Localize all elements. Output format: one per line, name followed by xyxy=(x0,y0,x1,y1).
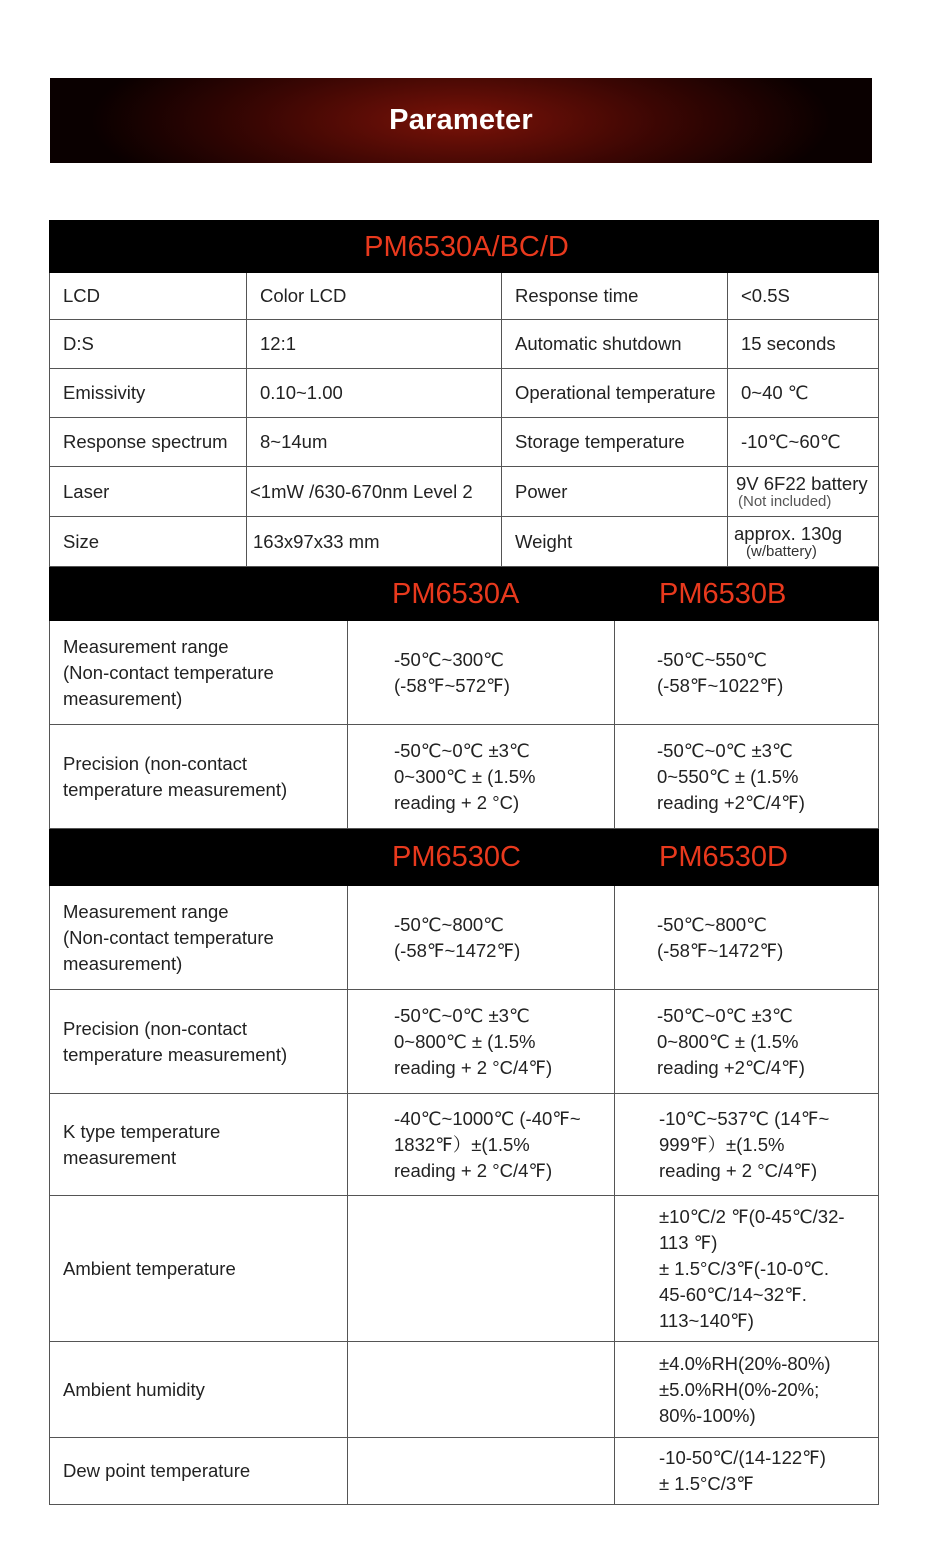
spec-label: Emissivity xyxy=(50,369,247,418)
spec-label: Operational temperature xyxy=(502,369,728,418)
label-line: Precision (non-contact xyxy=(63,752,248,774)
value-line: ±5.0%RH(0%-20%; xyxy=(659,1378,820,1400)
banner-title: Parameter xyxy=(389,104,533,136)
value-line: -40℃~1000℃ (-40℉~ xyxy=(394,1107,581,1129)
value-c xyxy=(348,886,615,990)
cd-row xyxy=(50,990,879,1094)
ab-header-row xyxy=(50,567,879,621)
value-line: reading +2℃/4℉) xyxy=(657,1056,805,1078)
header-blank xyxy=(50,567,348,621)
label-line: temperature measurement) xyxy=(63,1043,288,1065)
spec-label: Laser xyxy=(50,467,247,517)
label-line: (Non-contact temperature xyxy=(63,661,274,683)
cd-row xyxy=(50,1094,879,1196)
spec-label: Response time xyxy=(502,273,728,320)
row-label xyxy=(50,886,348,990)
general-row xyxy=(50,273,879,320)
value-line: ±10℃/2 ℉(0-45℃/32- xyxy=(659,1205,845,1227)
parameter-banner xyxy=(50,78,872,163)
row-label xyxy=(50,990,348,1094)
spec-label: Automatic shutdown xyxy=(502,320,728,369)
label-line: measurement xyxy=(63,1146,177,1168)
row-label xyxy=(50,1196,348,1342)
value-line: reading + 2 °C/4℉) xyxy=(394,1056,553,1078)
cd-row xyxy=(50,886,879,990)
value-line: reading + 2 °C) xyxy=(394,791,520,813)
row-label xyxy=(50,1342,348,1438)
spec-value-cell xyxy=(728,517,879,567)
spec-value: <0.5S xyxy=(728,273,879,320)
header-blank xyxy=(50,829,348,886)
value-line: (-58℉~1022℉) xyxy=(657,674,784,696)
value-d xyxy=(615,1342,879,1438)
value-c-empty xyxy=(348,1196,615,1342)
spec-value: 9V 6F22 battery xyxy=(736,473,868,494)
value-line: reading + 2 °C/4℉) xyxy=(394,1159,553,1181)
label-line: Ambient temperature xyxy=(63,1257,236,1279)
spec-note: (Not included) xyxy=(738,493,832,510)
value-line: -50℃~550℃ xyxy=(657,648,767,670)
spec-value: 0~40 ℃ xyxy=(728,369,879,418)
value-line: 45-60℃/14~32℉. xyxy=(659,1283,807,1305)
value-line: 0~550℃ ± (1.5% xyxy=(657,765,799,787)
value-c-empty xyxy=(348,1342,615,1438)
spec-value-cell xyxy=(728,467,879,517)
value-line: 999℉）±(1.5% xyxy=(659,1133,785,1155)
value-line: (-58℉~1472℉) xyxy=(394,939,521,961)
value-d xyxy=(615,886,879,990)
value-d xyxy=(615,1094,879,1196)
ab-row xyxy=(50,621,879,725)
value-line: -50℃~0℃ ±3℃ xyxy=(657,1004,793,1026)
spec-label: Power xyxy=(502,467,728,517)
value-line: -50℃~300℃ xyxy=(394,648,504,670)
value-a xyxy=(348,725,615,829)
label-line: Measurement range xyxy=(63,635,229,657)
row-label xyxy=(50,725,348,829)
value-c xyxy=(348,1094,615,1196)
label-line: Dew point temperature xyxy=(63,1460,251,1481)
label-line: (Non-contact temperature xyxy=(63,926,274,948)
spec-label: LCD xyxy=(50,273,247,320)
value-line: 1832℉）±(1.5% xyxy=(394,1133,530,1155)
value-line: ± 1.5°C/3℉ xyxy=(659,1473,754,1494)
general-header-row xyxy=(50,221,879,273)
label-line: Ambient humidity xyxy=(63,1378,205,1400)
label-line: Measurement range xyxy=(63,900,229,922)
general-row xyxy=(50,467,879,517)
spec-value: 8~14um xyxy=(247,418,502,467)
general-row xyxy=(50,369,879,418)
general-row xyxy=(50,517,879,567)
value-line: 80%-100%) xyxy=(659,1404,756,1426)
value-line: -50℃~0℃ ±3℃ xyxy=(657,739,793,761)
row-label xyxy=(50,621,348,725)
value-line: reading + 2 °C/4℉) xyxy=(659,1159,818,1181)
value-d xyxy=(615,990,879,1094)
general-row xyxy=(50,320,879,369)
label-line: temperature measurement) xyxy=(63,778,288,800)
spec-label: Weight xyxy=(502,517,728,567)
value-line: 0~300℃ ± (1.5% xyxy=(394,765,536,787)
row-label xyxy=(50,1094,348,1196)
value-a xyxy=(348,621,615,725)
cd-row xyxy=(50,1196,879,1342)
spec-value: 12:1 xyxy=(247,320,502,369)
label-line: measurement) xyxy=(63,687,183,709)
spec-value: 0.10~1.00 xyxy=(247,369,502,418)
model-title-a: PM6530A xyxy=(348,567,615,621)
value-line: ±4.0%RH(20%-80%) xyxy=(659,1352,831,1374)
spec-value: 163x97x33 mm xyxy=(247,517,502,567)
spec-table xyxy=(49,220,878,1505)
model-title-c: PM6530C xyxy=(348,829,615,886)
value-d xyxy=(615,1438,879,1505)
spec-value: 15 seconds xyxy=(728,320,879,369)
spec-label: Storage temperature xyxy=(502,418,728,467)
value-line: -50℃~800℃ xyxy=(657,913,767,935)
value-c xyxy=(348,990,615,1094)
value-line: -10℃~537℃ (14℉~ xyxy=(659,1107,830,1129)
spec-value: -10℃~60℃ xyxy=(728,418,879,467)
label-line: measurement) xyxy=(63,952,183,974)
value-line: -50℃~0℃ ±3℃ xyxy=(394,739,530,761)
row-label xyxy=(50,1438,348,1505)
value-line: (-58℉~1472℉) xyxy=(657,939,784,961)
model-title-b: PM6530B xyxy=(615,567,879,621)
ab-row xyxy=(50,725,879,829)
value-d xyxy=(615,1196,879,1342)
value-line: 0~800℃ ± (1.5% xyxy=(657,1030,799,1052)
spec-label: Response spectrum xyxy=(50,418,247,467)
value-line: -10-50℃/(14-122℉) xyxy=(659,1447,826,1468)
cd-row xyxy=(50,1438,879,1505)
general-row xyxy=(50,418,879,467)
value-line: ± 1.5°C/3℉(-10-0℃. xyxy=(659,1257,830,1279)
spec-label: Size xyxy=(50,517,247,567)
general-model-title: PM6530A/BC/D xyxy=(50,221,879,273)
value-line: 0~800℃ ± (1.5% xyxy=(394,1030,536,1052)
cd-header-row xyxy=(50,829,879,886)
model-title-d: PM6530D xyxy=(615,829,879,886)
label-line: Precision (non-contact xyxy=(63,1017,248,1039)
value-line: reading +2℃/4℉) xyxy=(657,791,805,813)
value-line: -50℃~800℃ xyxy=(394,913,504,935)
value-line: 113 ℉) xyxy=(659,1231,718,1253)
value-line: -50℃~0℃ ±3℃ xyxy=(394,1004,530,1026)
spec-label: D:S xyxy=(50,320,247,369)
value-b xyxy=(615,725,879,829)
spec-value: approx. 130g xyxy=(734,522,843,544)
value-b xyxy=(615,621,879,725)
value-c-empty xyxy=(348,1438,615,1505)
value-line: (-58℉~572℉) xyxy=(394,674,510,696)
value-line: 113~140℉) xyxy=(659,1309,754,1331)
spec-value: <1mW /630-670nm Level 2 xyxy=(247,467,502,517)
spec-value: Color LCD xyxy=(247,273,502,320)
cd-row xyxy=(50,1342,879,1438)
label-line: K type temperature xyxy=(63,1120,221,1142)
spec-note: (w/battery) xyxy=(746,542,817,560)
